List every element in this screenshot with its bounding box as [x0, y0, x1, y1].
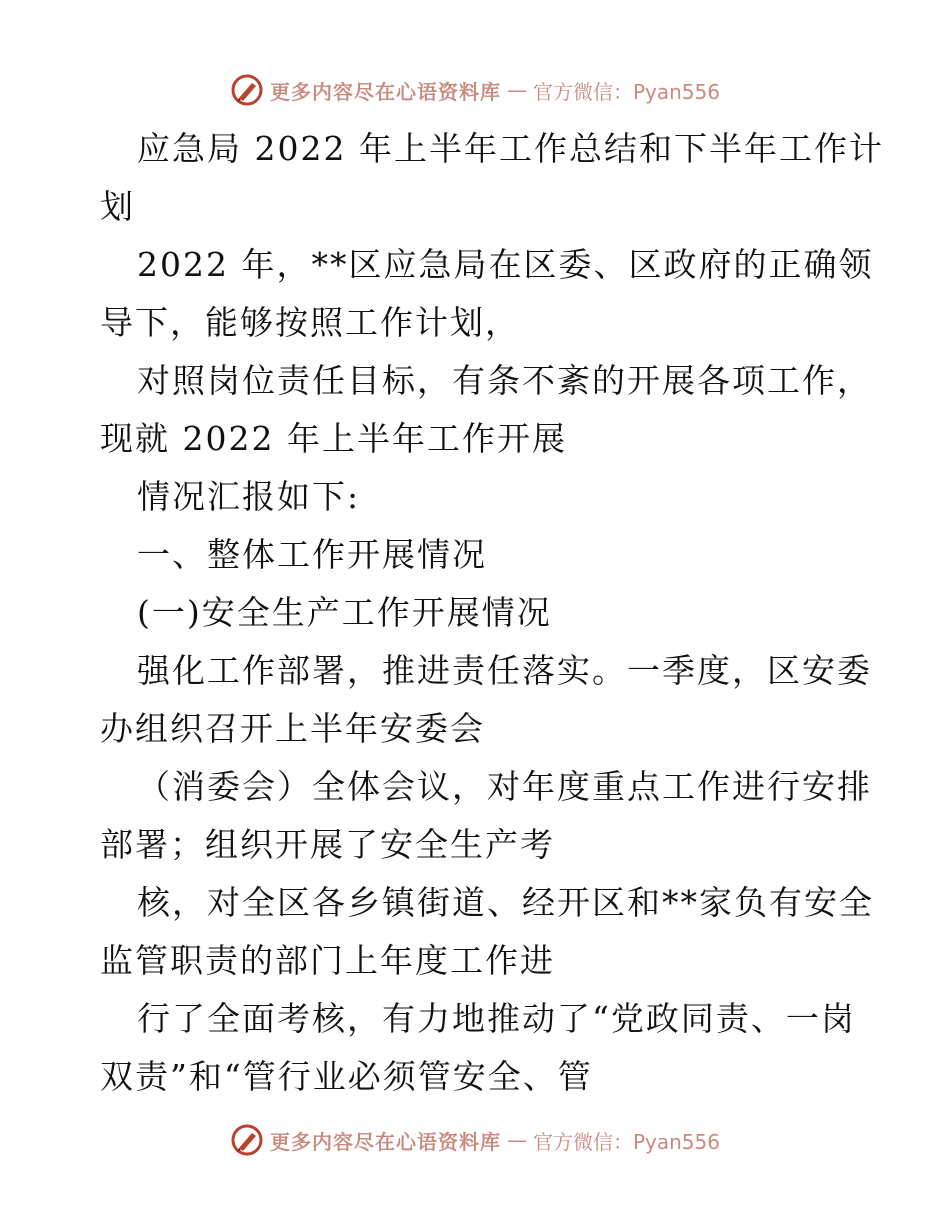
- text-line: 划: [100, 187, 135, 226]
- text-line: 现就 2022 年上半年工作开展: [100, 419, 567, 458]
- watermark-separator: —: [506, 78, 527, 102]
- text-line: 对照岗位责任目标，有条不紊的开展各项工作，: [137, 361, 872, 400]
- text-line: 监管职责的部门上年度工作进: [100, 941, 555, 980]
- pen-logo-icon: [230, 1123, 264, 1157]
- text-line: 应急局 2022 年上半年工作总结和下半年工作计: [137, 129, 884, 168]
- watermark-wechat-text: 官方微信：Pyan556: [532, 79, 720, 104]
- text-line: (一)安全生产工作开展情况: [137, 593, 552, 632]
- watermark-site-text: 更多内容尽在心语资料库: [269, 1129, 501, 1154]
- document-body: [100, 120, 884, 1106]
- header-watermark: [0, 70, 950, 110]
- text-line: 一、整体工作开展情况: [137, 535, 487, 574]
- text-line: 核，对全区各乡镇街道、经开区和**家负有安全: [137, 883, 874, 922]
- text-line: （消委会）全体会议，对年度重点工作进行安排: [137, 767, 872, 806]
- watermark-site-text: 更多内容尽在心语资料库: [269, 79, 501, 104]
- footer-watermark: [0, 1120, 950, 1160]
- text-line: 强化工作部署，推进责任落实。一季度，区安委: [137, 651, 872, 690]
- text-line: 行了全面考核，有力地推动了“党政同责、一岗: [137, 999, 856, 1038]
- text-line: 办组织召开上半年安委会: [100, 709, 485, 748]
- text-line: 情况汇报如下:: [137, 477, 361, 516]
- pen-logo-icon: [230, 73, 264, 107]
- text-line: 2022 年，**区应急局在区委、区政府的正确领: [137, 245, 874, 284]
- watermark-separator: —: [506, 1128, 527, 1152]
- text-line: 双责”和“管行业必须管安全、管: [100, 1057, 593, 1096]
- text-line: 导下，能够按照工作计划，: [100, 303, 520, 342]
- watermark-wechat-text: 官方微信：Pyan556: [532, 1129, 720, 1154]
- text-line: 部署；组织开展了安全生产考: [100, 825, 555, 864]
